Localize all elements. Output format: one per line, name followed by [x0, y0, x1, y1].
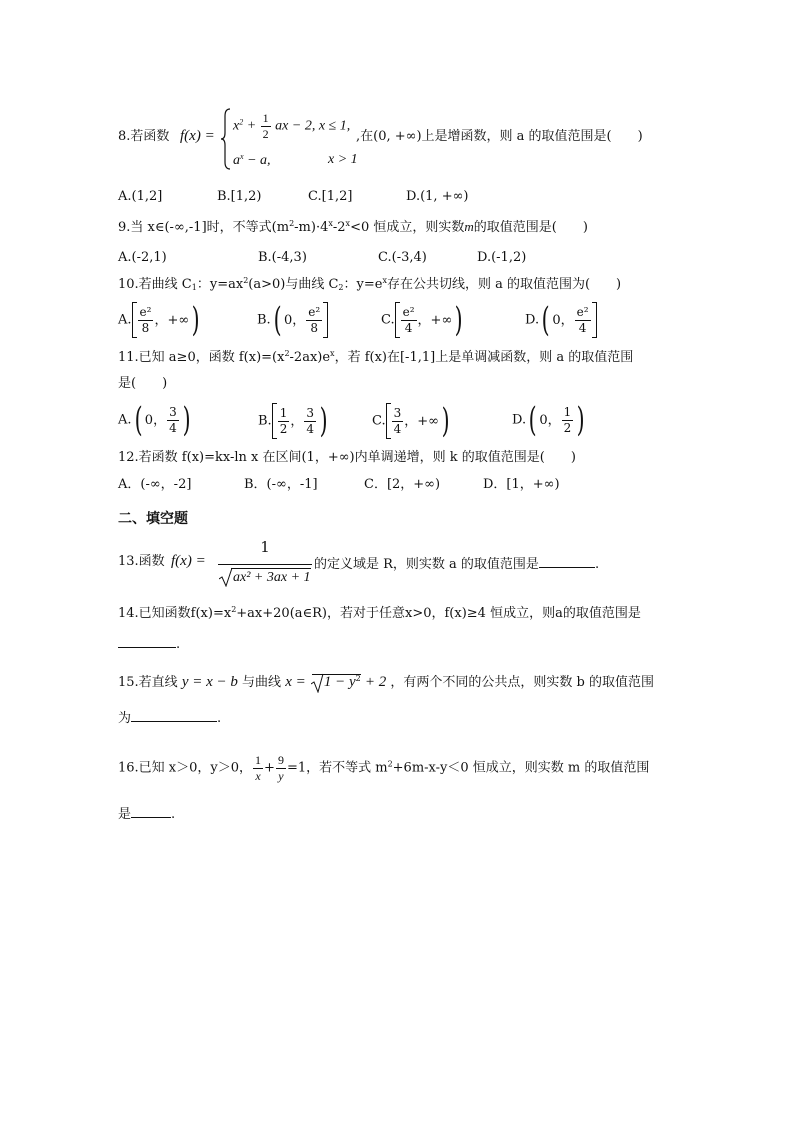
q14-answer-blank[interactable]: [118, 635, 176, 648]
q8-case-2-cond: x > 1: [328, 152, 358, 167]
q13-denominator: ax² + 3ax + 1: [233, 570, 311, 585]
q8-piecewise-brace: [221, 108, 231, 170]
q10-stem: 10.若曲线 $C_1$：$y=ax^2(a>0)$与曲线 $C_2$：$y=e^x$存在公共切线，则 a 的取值范围为( ): [118, 276, 622, 292]
q10-option-a: A. $\frac{\text{e²}}{8}$ ，+∞ ): [118, 300, 200, 340]
q9-option-b: B.(-4,3): [258, 250, 307, 265]
q8-tail: ,在(0, +∞)上是增函数，则 a 的取值范围是( ): [356, 129, 643, 144]
q15-line-2: 为 .: [118, 711, 222, 726]
q11-option-b: B. $\frac{1}{2}$ ， $\frac{3}{4}$ ): [258, 401, 328, 441]
q12-option-d: D．[1，+∞): [483, 477, 560, 492]
q12-option-b: B．(-∞，-1]: [244, 477, 318, 492]
q13-tail: 的定义域是 R，则实数 a 的取值范围是 .: [314, 557, 600, 572]
q8-option-c: C.[1,2]: [308, 189, 353, 204]
q9-option-d: D.(-1,2): [477, 250, 527, 265]
q13-answer-blank[interactable]: [539, 555, 595, 568]
q14-stem: 14.已知函数$f(x)=x^2+ax+20(a\in R)$，若对于任意x>0，f(x)≥4 恒成立，则a的取值范围是: [118, 605, 641, 621]
q13-fx: f(x) =: [171, 553, 206, 569]
q11-option-c: C. $\frac{3}{4}$ ，+∞ ): [372, 401, 450, 441]
q8-option-a: A.(1,2]: [118, 189, 163, 204]
q10-option-c: C. $\frac{\text{e²}}{4}$ ，+∞ ): [381, 300, 463, 340]
q12-option-c: C．[2，+∞): [364, 477, 441, 492]
q8-lead: 若函数: [130, 129, 170, 144]
q14-line-2: .: [118, 635, 180, 651]
q13-fraction-bar: [218, 564, 312, 565]
q16-stem: 16.已知 x＞0，y＞0， $\frac{1}{x}$ + $\frac{9}{y}$ =1，若不等式 $m^2+6m-x-y<0$ 恒成立，则实数 m 的取值范围: [118, 753, 650, 783]
q8-case-1: $x^2$ + $\frac{1}{2}$ ax − 2, x ≤ 1,: [233, 111, 351, 141]
q16-answer-blank[interactable]: [131, 805, 171, 818]
section-heading-fill-in: 二、填空题: [118, 511, 188, 527]
q13-sqrt-bar: [231, 568, 311, 569]
q13-sqrt-sign: [219, 567, 233, 587]
q11-stem-line-2: 是( ): [118, 376, 168, 391]
q15-stem: 15.若直线 y = x − b 与曲线 x = $1 - y^2 + 2$ ，有两个不同的公共点，则实数 b 的取值范围: [118, 674, 654, 690]
q11-option-a: A. ( 0， $\frac{3}{4}$ ): [118, 400, 191, 440]
q16-line-2: 是 .: [118, 807, 176, 822]
q13-number: 13.函数: [118, 554, 165, 569]
q10-option-b: B. ( 0， $\frac{\text{e²}}{8}$: [257, 302, 328, 338]
q8-case-2: $a^x - a$,: [233, 152, 271, 168]
q8-option-d: D.(1, +∞): [406, 189, 469, 204]
q10-option-d: D. ( 0， $\frac{\text{e²}}{4}$: [525, 302, 597, 338]
q12-option-a: A．(-∞，-2]: [118, 477, 192, 492]
q11-stem: 11.已知 a≥0，函数 $f(x)=(x^2-2ax)e^x$，若 f(x)在[-1,1]上是单调减函数，则 a 的取值范围: [118, 349, 634, 365]
q9-stem: 9.当 x∈(-∞,-1]时，不等式$(m^2-m)\cdot 4^x-2^x<0$ 恒成立，则实数m的取值范围是( ): [118, 219, 588, 235]
q9-option-c: C.(-3,4): [378, 250, 427, 265]
q9-option-a: A.(-2,1): [118, 250, 167, 265]
q12-stem: 12.若函数 f(x)=kx-ln x 在区间(1，+∞)内单调递增，则 k 的取值范围是( ): [118, 450, 576, 465]
q11-option-d: D. ( 0， $\frac{1}{2}$ ): [512, 400, 585, 440]
q8-option-b: B.[1,2): [217, 189, 262, 204]
q13-numerator: 1: [260, 538, 270, 556]
q15-answer-blank[interactable]: [131, 709, 217, 722]
q8-fx: f(x) =: [180, 128, 215, 144]
q8-number: 8.: [118, 129, 131, 144]
